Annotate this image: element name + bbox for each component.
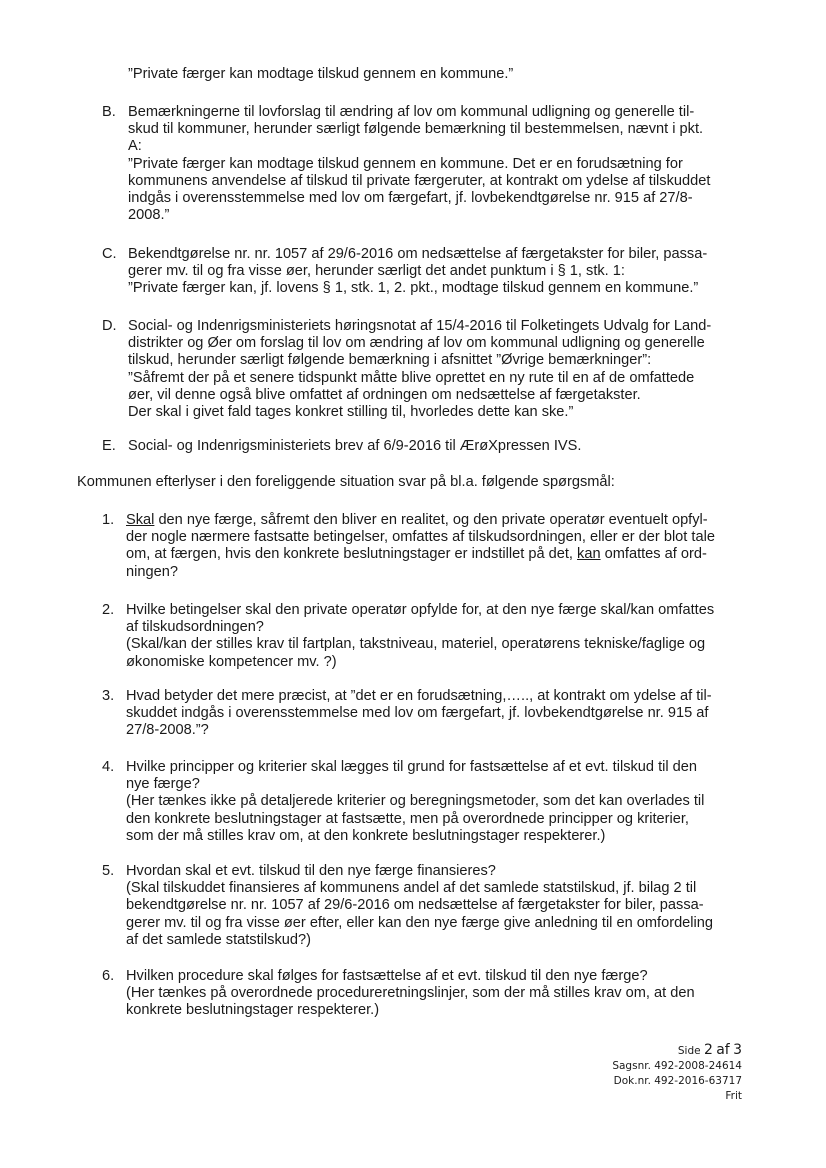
question-line: Hvilke principper og kriterier skal lægges til grund for fastsættelse af et evt. tilskud til den [126, 759, 698, 775]
question-line: som der må stilles krav om, at den konkrete beslutningstager respekterer.) [126, 827, 606, 844]
question-number: 5. [102, 863, 115, 879]
question-line: 27/8-2008.”? [126, 722, 209, 739]
question-line: gerer mv. til og fra visse øer efter, eller kan den nye færge give anledning til en omfordeling [126, 914, 714, 931]
question-number: 6. [102, 968, 115, 984]
item-line: indgås i overensstemmelse med lov om færgefart, jf. lovbekendtgørelse nr. 915 af 27/8- [128, 190, 693, 207]
question-line [126, 512, 756, 529]
question-4 [102, 759, 756, 845]
side-label: Side [677, 1045, 701, 1057]
page-of: af [716, 1042, 730, 1058]
item-line: ”Private færger kan modtage tilskud gennem en kommune. Det er en forudsætning for [128, 155, 683, 172]
item-line: tilskud, herunder særligt følgende bemærkning i afsnittet ”Øvrige bemærkninger”: [128, 352, 652, 369]
question-number: 4. [102, 759, 115, 775]
reference-item-d [102, 318, 768, 421]
question-text: om, at færgen, hvis den konkrete beslutningstager er indstillet på det, [126, 546, 578, 563]
question-line: Hvilken procedure skal følges for fastsættelse af et evt. tilskud til den nye færge? [126, 968, 648, 984]
question-1 [102, 512, 756, 581]
reference-item-b [102, 104, 768, 224]
question-text: den nye færge, såfremt den bliver en realitet, og den private operatør eventuelt opfyl- [154, 512, 708, 528]
item-marker: E. [102, 438, 116, 454]
intro-quote: ”Private færger kan modtage tilskud gennem en kommune.” [128, 66, 514, 82]
item-line: Social- og Indenrigsministeriets brev af 6/9-2016 til ÆrøXpressen IVS. [128, 438, 582, 454]
question-line: nye færge? [126, 776, 200, 793]
question-line: bekendtgørelse nr. nr. 1057 af 29/6-2016 om nedsættelse af færgetakster for biler, passa- [126, 897, 704, 914]
question-line: Hvordan skal et evt. tilskud til den nye færge finansieres? [126, 863, 496, 879]
question-line: (Her tænkes på overordnede procedureretningslinjer, som der må stilles krav om, at den [126, 985, 695, 1002]
page-footer [612, 1043, 742, 1104]
question-line: der nogle nærmere fastsatte betingelser, omfattes af tilskudsordningen, eller er der blot tale [126, 529, 715, 546]
page-indicator [612, 1043, 742, 1059]
reference-item-c [102, 246, 768, 298]
question-line: af tilskudsordningen? [126, 619, 264, 636]
question-6 [102, 968, 756, 1020]
emphasis-skal: Skal [126, 512, 155, 528]
case-number: Sagsnr. 492-2008-24614 [612, 1060, 742, 1072]
item-marker: C. [102, 246, 117, 262]
item-line: Der skal i givet fald tages konkret stilling til, hvorledes dette kan ske.” [128, 404, 574, 421]
question-line: ningen? [126, 563, 178, 580]
page-total: 3 [733, 1042, 742, 1058]
item-line: Bemærkningerne til lovforslag til ændring af lov om kommunal udligning og generelle til- [128, 104, 695, 120]
question-line: (Skal tilskuddet finansieres af kommunens andel af det samlede statstilskud, jf. bilag 2 til [126, 880, 697, 897]
item-line: distrikter og Øer om forslag til lov om ændring af lov om kommunal udligning og generelle [128, 335, 705, 352]
item-line: 2008.” [128, 207, 170, 224]
question-line: af det samlede statstilskud?) [126, 931, 311, 948]
question-line: skuddet indgås i overensstemmelse med lov om færgefart, jf. lovbekendtgørelse nr. 915 af [126, 705, 709, 722]
item-line: A: [128, 138, 142, 155]
question-5 [102, 863, 756, 949]
page-current: 2 [703, 1042, 713, 1058]
question-number: 2. [102, 602, 115, 618]
item-marker: D. [102, 318, 117, 334]
item-line: skud til kommuner, herunder særligt følgende bemærkning til bestemmelsen, nævnt i pkt. [128, 121, 704, 138]
question-line: økonomiske kompetencer mv. ?) [126, 653, 337, 670]
item-line: ”Private færger kan, jf. lovens § 1, stk. 1, 2. pkt., modtage tilskud gennem en kommune.” [128, 280, 699, 297]
reference-item-e [102, 438, 768, 455]
classification: Frit [725, 1090, 742, 1102]
question-3 [102, 688, 756, 740]
question-line: (Skal/kan der stilles krav til fartplan, takstniveau, materiel, operatørens tekniske/faglige og [126, 636, 706, 653]
document-number: Dok.nr. 492-2016-63717 [613, 1075, 742, 1087]
item-line: gerer mv. til og fra visse øer, herunder særligt det andet punktum i § 1, stk. 1: [128, 263, 625, 280]
question-number: 3. [102, 688, 115, 704]
item-line: kommunens anvendelse af tilskud til private færgeruter, at kontrakt om ydelse af tilskuddet [128, 172, 711, 189]
question-2 [102, 602, 756, 671]
item-line: Social- og Indenrigsministeriets høringsnotat af 15/4-2016 til Folketingets Udvalg for Land- [128, 318, 712, 334]
question-number: 1. [102, 512, 115, 528]
question-line: Hvad betyder det mere præcist, at ”det er en forudsætning,….., at kontrakt om ydelse af til- [126, 688, 712, 704]
question-line: konkrete beslutningstager respekterer.) [126, 1002, 380, 1019]
item-line: ”Såfremt der på et senere tidspunkt måtte blive oprettet en ny rute til en af de omfattede [128, 369, 695, 386]
item-line: øer, vil denne også blive omfattet af ordningen om nedsættelse af færgetakster. [128, 386, 641, 403]
item-line: Bekendtgørelse nr. nr. 1057 af 29/6-2016 om nedsættelse af færgetakster for biler, passa- [128, 246, 708, 262]
item-marker: B. [102, 104, 116, 120]
question-text: omfattes af ord- [600, 546, 707, 563]
emphasis-kan: kan [577, 546, 601, 563]
question-line: den konkrete beslutningstager at fastsætte, men på overordnede principper og kriterier, [126, 810, 689, 827]
question-line: Hvilke betingelser skal den private operatør opfylde for, at den nye færge skal/kan omfattes [126, 602, 715, 618]
question-line: (Her tænkes ikke på detaljerede kriterier og beregningsmetoder, som det kan overlades til [126, 793, 705, 810]
questions-lead: Kommunen efterlyser i den foreliggende situation svar på bl.a. følgende spørgsmål: [77, 474, 615, 490]
question-line [126, 546, 756, 563]
